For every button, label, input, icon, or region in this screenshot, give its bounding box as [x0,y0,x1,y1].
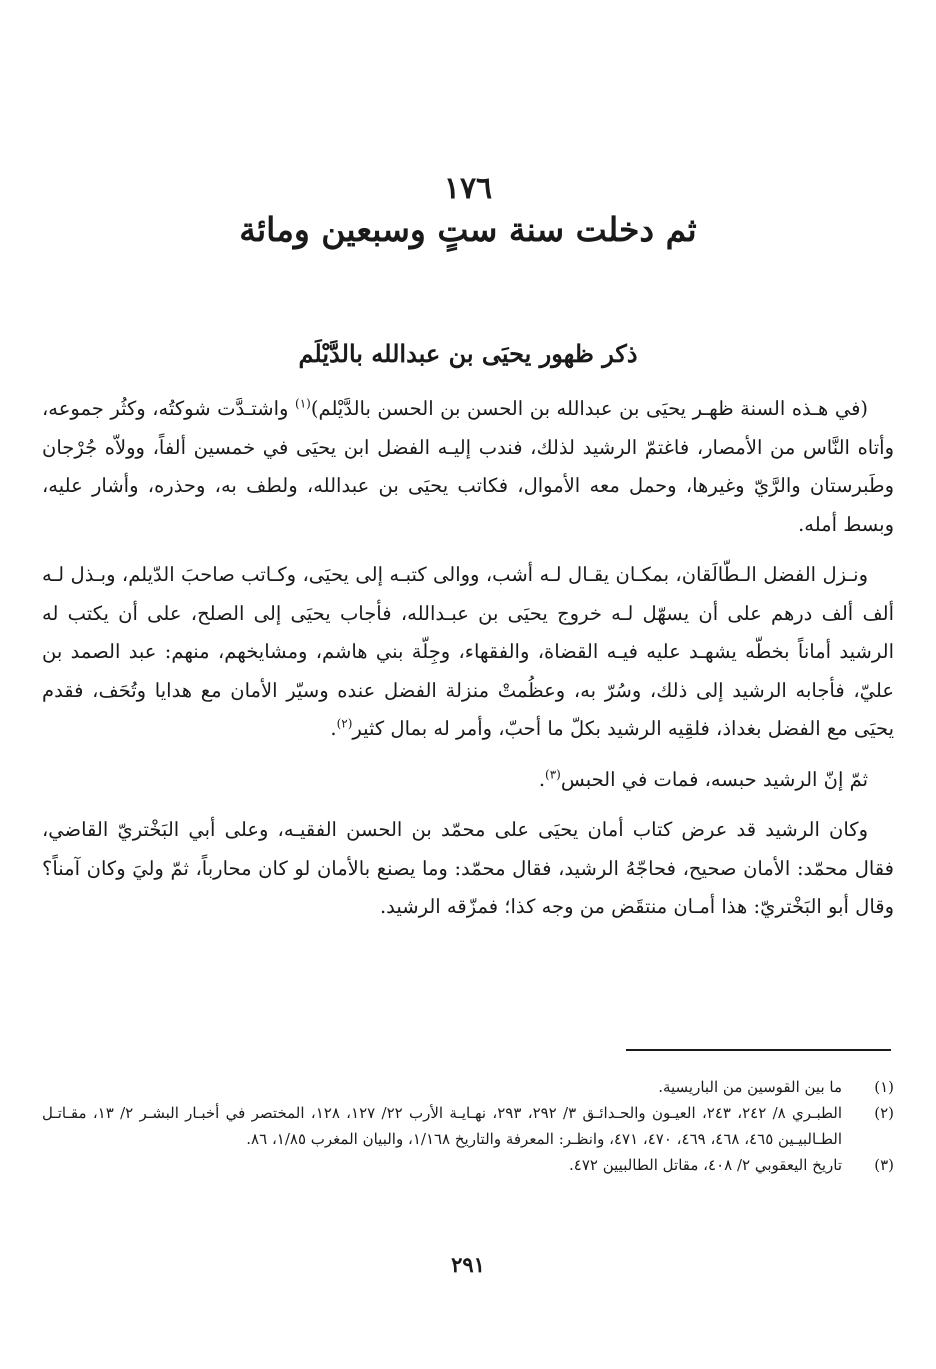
footnote-item [42,1152,894,1178]
footnote-number: (٢) [874,1104,894,1122]
section-title: ذكر ظهور يحيَى بن عبدالله بالدَّيْلَم [298,339,638,368]
footnote-number: (٣) [874,1156,894,1174]
paragraph-text-continued: واشتـدَّت شوكتُه، وكثُر جموعه، وأتاه النَّاس من الأمصار، فاغتمّ الرشيد لذلك، فندب إليـه الفضل ابن يحيَى في خمسين ألفاً، وولاّه جُرْجان وطَبرستان والرَّيّ وغيرها، وحمل معه الأموال، فكاتب يحيَى بن عبدالله، ولطف به، وحذره، وأشار عليه، وبسط أمله. [42,397,894,536]
paragraph-text: (في هـذه السنة ظهـر يحيَى بن عبدالله بن الحسن بن الحسن بالدَّيْلم) [310,397,868,420]
footnote-number: (١) [874,1078,894,1096]
footnote-text: ما بين القوسين من الباريسية. [658,1078,842,1096]
footnote-ref: (٣) [545,767,561,781]
footnote-text: الطبـري ٨/ ٢٤٢، ٢٤٣، العيـون والحـدائـق ٣/ ٢٩٢، ٢٩٣، نهـايـة الأرب ٢٢/ ١٢٧، ١٢٨، المختصر في أخبـار البشـر ٢/ ١٣، مقـاتـل الطـالبيـين ٤٦٥، ٤٦٨، ٤٦٩، ٤٧٠، ٤٧١، وانظـر: المعرفة والتاريخ ١/١٦٨، والبيان المغرب ١/٨٥، ٨٦. [42,1104,843,1148]
paragraph-text: ونـزل الفضل الـطّالَقان، بمكـان يقـال لـه أشب، ووالى كتبـه إلى يحيَى، وكـاتب صاحبَ الدّيلم، وبـذل لـه ألف ألف درهم على أن يسهّل لـه خروج يحيَى بن عبـدالله، فأجاب يحيَى إلى الصلح، على أن يكتب له الرشيد أماناً بخطّه يشهـد عليه فيـه القضاة، والفقهاء، وجِلّة بني هاشم، ومشايخهم، منهم: عبد الصمد بن عليّ، فأجابه الرشيد إلى ذلك، وسُرّ به، وعظُمتْ منزلة الفضل عنده وسيّر الأمان مع هدايا وتُحَف، فقدم يحيَى مع الفضل بغداذ، فلقِيه الرشيد بكلّ ما أحبّ، وأمر له بمال كثير [42,563,894,740]
footnote-text: تاريخ اليعقوبي ٢/ ٤٠٨، مقاتل الطالبيين ٤٧٢. [569,1156,842,1174]
year-number: ١٧٦ [443,171,493,206]
paragraph-text: ثمّ إنّ الرشيد حبسه، فمات في الحبس [560,767,868,791]
paragraph [42,811,894,927]
footnote-divider [626,1049,891,1051]
footnote-ref: (١) [295,396,311,411]
paragraph-text-continued: . [538,767,546,791]
body-text [42,390,894,927]
paragraph [42,556,894,749]
paragraph [42,390,894,544]
paragraph [42,761,894,800]
chapter-title: ثم دخلت سنة ستٍ وسبعين ومائة [239,210,697,249]
footnote-ref: (٢) [336,716,353,731]
footnote-item [42,1100,894,1152]
footnote-item [42,1074,894,1100]
footnotes [42,1074,894,1178]
paragraph-text: وكان الرشيد قد عرض كتاب أمان يحيَى على محمّد بن الحسن الفقيـه، وعلى أبي البَخْتريّ القاضي، فقال محمّد: الأمان صحيح، فحاجّهُ الرشيد، فقال محمّد: وما يصنع بالأمان لو كان محارباً، ثمّ وليَ وكان آمناً؟ وقال أبو البَخْتريّ: هذا أمـان منتقَض من وجه كذا؛ فمزّقه الرشيد. [42,818,894,918]
page-number: ٢٩١ [451,1252,485,1277]
paragraph-text-continued: . [330,717,337,740]
